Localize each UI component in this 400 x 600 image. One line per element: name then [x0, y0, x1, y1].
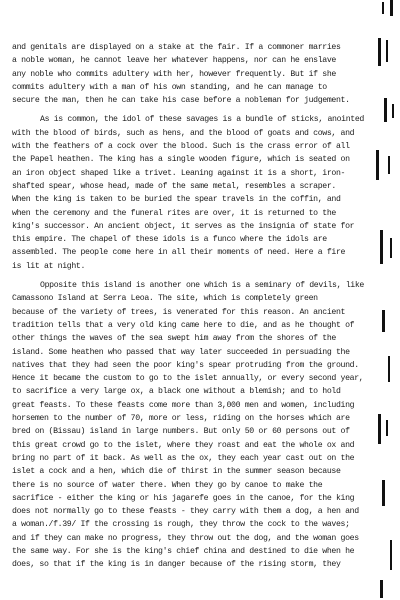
text-line: is lit at night. [12, 261, 86, 271]
scan-mark [384, 98, 387, 122]
text-line: the same way. For she is the king's chief china and destined to die when he [12, 546, 355, 556]
text-line: shafted spear, whose head, made of the same metal, resembles a scraper. [12, 181, 336, 191]
text-line: and if they can make no progress, they throw out the dog, and the woman goes [12, 533, 359, 543]
text-line: bred on (Bissau) island in large numbers. But only 50 or 60 persons out of [12, 427, 350, 437]
scan-mark [382, 2, 384, 14]
text-line: When the king is taken to be buried the spear travels in the coffin, and [12, 195, 341, 205]
text-line: this empire. The chapel of these idols is a funco where the idols are [12, 235, 327, 245]
binding-edge-shadow [370, 0, 400, 600]
text-line: when the ceremony and the funeral rites are over, it is returned to the [12, 208, 336, 218]
text-line: any noble who commits adultery with her, however frequently. But if she [12, 69, 336, 79]
text-line: with the blood of birds, such as hens, and the blood of goats and cows, and [12, 128, 355, 138]
scan-mark [388, 356, 390, 382]
text-line: an iron object shaped like a trivet. Leaning against it is a short, iron- [12, 168, 346, 178]
paragraph-3 [12, 279, 384, 572]
text-line: sacrifice - either the king or his jagarefe goes in the canoe, for the king [12, 493, 355, 503]
text-line: does not normally go to these feasts - they carry with them a dog, a hen and [12, 507, 359, 517]
text-line: natives that they had seen the poor king's spear protruding from the ground. [12, 360, 359, 370]
text-line: assembled. The people come here in all their moments of need. Here a fire [12, 248, 346, 258]
paragraph-2 [12, 113, 384, 273]
text-line: a noble woman, he cannot leave her whatever happens, nor can he enslave [12, 56, 336, 66]
scan-mark [390, 238, 392, 258]
text-line: does, so that if the king is in danger because of the rising storm, they [12, 560, 341, 570]
scan-mark [378, 38, 381, 66]
scan-mark [376, 150, 379, 180]
text-line: because of the variety of trees, is venerated for this reason. An ancient [12, 307, 346, 317]
text-line: a woman./f.39/ If the crossing is rough, they throw the cock to the waves; [12, 520, 350, 530]
text-line: king's successor. An ancient object, it serves as the insignia of state for [12, 221, 355, 231]
scan-mark [388, 156, 390, 174]
document-text [12, 41, 384, 572]
scan-mark [378, 414, 381, 444]
text-line: there is no source of water there. When they go by canoe to make the [12, 480, 323, 490]
text-line: and genitals are displayed on a stake at the fair. If a commoner marries [12, 43, 341, 52]
text-line: other things the waves of the sea swept him away from the shores of the [12, 334, 336, 344]
text-line: Camassono Island at Serra Leoa. The site, which is completely green [12, 294, 318, 304]
scan-mark [386, 420, 388, 436]
paragraph-1 [12, 41, 384, 107]
scan-mark [392, 104, 394, 118]
text-line: commits adultery with a man of his own standing, and he can manage to [12, 82, 327, 92]
text-line: Opposite this island is another one which is a seminary of devils, like [40, 281, 364, 291]
text-line: with the feathers of a cock over the blood. Such is the crass error of all [12, 142, 350, 152]
scan-mark [386, 40, 388, 62]
scan-mark [382, 480, 385, 506]
text-line: the Papel heathen. The king has a single wooden figure, which is seated on [12, 155, 350, 165]
scan-mark [380, 230, 383, 264]
text-line: to sacrifice a very large ox, a black one without a blemish; and to hold [12, 387, 341, 397]
text-line: Hence it became the custom to go to the islet annually, or every second year, [12, 374, 364, 384]
text-line: islet a cock and a hen, which die of thirst in the summer season because [12, 467, 341, 477]
text-line: this great crowd go to the islet, where they roast and eat the whole ox and [12, 440, 355, 450]
text-line: tradition tells that a very old king came here to die, and as he thought of [12, 320, 355, 330]
text-line: great feasts. To these feasts come more than 3,000 men and women, including [12, 400, 355, 410]
scan-mark [390, 540, 392, 570]
text-line: As is common, the idol of these savages is a bundle of sticks, anointed [40, 115, 364, 125]
text-line: bring no part of it back. As well as the ox, they each year cast out on the [12, 453, 355, 463]
scan-mark [380, 580, 383, 598]
scan-mark [390, 0, 393, 16]
text-line: horsemen to the number of 70, more or less, riding on the horses which are [12, 414, 350, 424]
text-line: island. Some heathen who passed that way later succeeded in persuading the [12, 347, 350, 357]
text-line: secure the man, then he can take his case before a nobleman for judgement. [12, 96, 350, 106]
scan-mark [382, 310, 385, 332]
